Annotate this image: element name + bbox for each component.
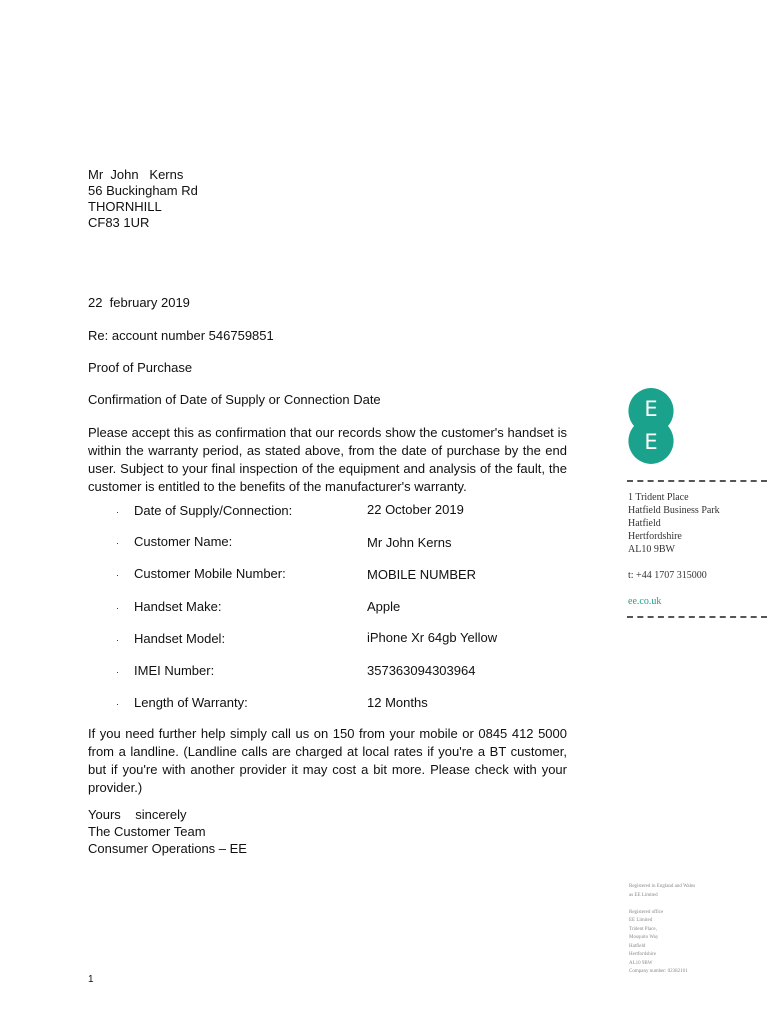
detail-label: IMEI Number: — [134, 663, 215, 678]
detail-row — [0, 663, 600, 681]
detail-label: Customer Mobile Number: — [134, 566, 286, 581]
registration-line: AL10 9BW — [629, 960, 653, 966]
recipient-town: THORNHILL — [88, 199, 162, 214]
signoff-closing: Yours sincerely — [88, 807, 187, 822]
ee-logo — [627, 387, 675, 465]
recipient-address — [88, 167, 198, 231]
page-number: 1 — [88, 974, 94, 985]
letter-date: 22 february 2019 — [88, 295, 190, 310]
account-reference: Re: account number 546759851 — [88, 328, 274, 343]
registration-line: Hatfield — [629, 943, 646, 949]
bullet: · — [116, 635, 119, 645]
recipient-name: Mr John Kerns — [88, 167, 184, 182]
bullet: · — [116, 699, 119, 709]
detail-label: Date of Supply/Connection: — [134, 503, 293, 518]
registration-line: Registered in England and Wales — [629, 884, 696, 889]
sender-line: Hatfield — [628, 518, 661, 529]
signoff-department: Consumer Operations – EE — [88, 841, 247, 856]
sender-line: Hertfordshire — [628, 531, 682, 542]
sender-address — [628, 491, 720, 556]
detail-value: Mr John Kerns — [367, 535, 452, 550]
detail-value: MOBILE NUMBER — [367, 567, 477, 582]
recipient-postcode: CF83 1UR — [88, 215, 150, 230]
divider-top — [627, 480, 767, 482]
registration-line: Registered office — [629, 909, 664, 915]
detail-value: 12 Months — [367, 695, 428, 710]
letter-subject: Proof of Purchase — [88, 360, 193, 375]
bullet: · — [116, 570, 119, 580]
detail-value: Apple — [367, 599, 401, 614]
sender-website[interactable]: ee.co.uk — [628, 596, 662, 607]
detail-row — [0, 566, 600, 584]
registration-line: as EE Limited — [629, 892, 658, 898]
intro-paragraph: Please accept this as confirmation that our records show the customer's handset is within the warranty period, as stated above, from the date of purchase by the end user. Subject to your final inspection of the equipment and analysis of the fault, the customer is entitled to the benefits of the manufacturer's warranty. — [88, 425, 567, 494]
detail-label: Customer Name: — [134, 534, 233, 549]
detail-label: Length of Warranty: — [134, 695, 248, 710]
registration-line: Hertfordshire — [629, 952, 656, 957]
sender-phone: t: +44 1707 315000 — [628, 570, 707, 581]
detail-row — [0, 503, 600, 521]
bullet: · — [116, 507, 119, 517]
signoff — [88, 806, 247, 857]
bullet: · — [116, 538, 119, 548]
help-paragraph: If you need further help simply call us on 150 from your mobile or 0845 412 5000 from a landline. (Landline calls are charged at local rates if you're a BT customer, but if you're with another provider it may cost a bit more. Please check with your provider.) — [88, 726, 567, 795]
detail-row — [0, 599, 600, 617]
registration-line — [629, 900, 695, 909]
bullet: · — [116, 603, 119, 613]
bullet: · — [116, 667, 119, 677]
detail-label: Handset Make: — [134, 599, 222, 614]
detail-row — [0, 631, 600, 649]
sender-line: AL10 9BW — [628, 544, 675, 555]
registration-line: Company number: 02382161 — [629, 969, 688, 974]
sender-line: Hatfield Business Park — [628, 505, 720, 516]
registration-line: Mosquito Way — [629, 935, 659, 940]
recipient-street: 56 Buckingham Rd — [88, 183, 198, 198]
sender-line: 1 Trident Place — [628, 492, 689, 503]
detail-row — [0, 534, 600, 552]
logo-letter: E — [644, 430, 658, 454]
divider-bottom — [627, 616, 767, 618]
detail-label: Handset Model: — [134, 631, 226, 646]
detail-value: 357363094303964 — [367, 663, 476, 678]
letter-heading: Confirmation of Date of Supply or Connection Date — [88, 392, 381, 407]
logo-letter: E — [644, 397, 658, 421]
detail-value: iPhone Xr 64gb Yellow — [367, 630, 498, 645]
detail-row — [0, 695, 600, 713]
detail-value: 22 October 2019 — [367, 502, 464, 517]
registration-notes — [629, 883, 695, 977]
signoff-team: The Customer Team — [88, 824, 206, 839]
registration-line: EE Limited — [629, 918, 653, 923]
registration-line: Trident Place, — [629, 926, 657, 932]
